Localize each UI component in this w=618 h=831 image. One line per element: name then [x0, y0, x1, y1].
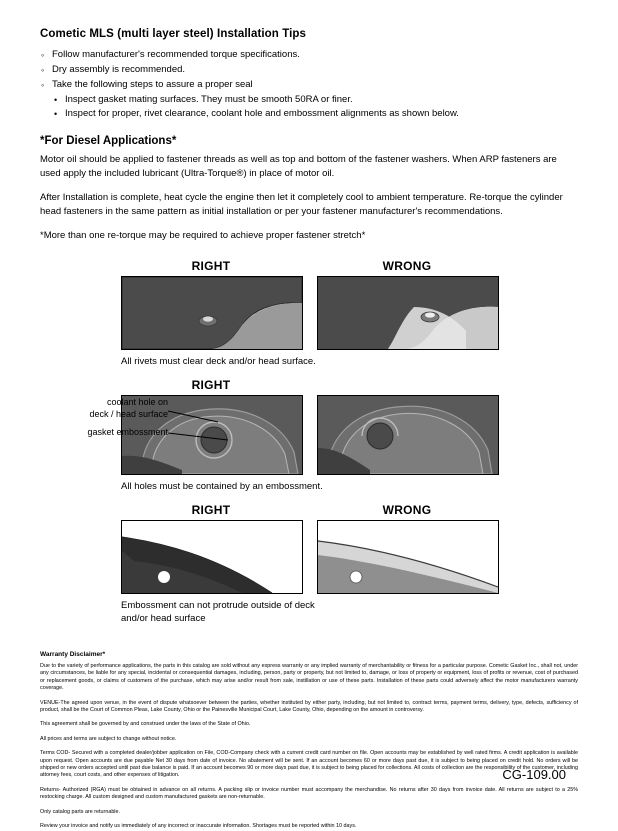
figure-image-protrusion-wrong	[317, 520, 499, 594]
warranty-paragraph: Returns- Authorized (RGA) must be obtained in advance on all returns. A packing slip or invoice number must accompany the merchandise. No returns after 30 days from invoice date. All returns are subject to a 25% restocking charge. All custom designed and custom manufactured gaskets are non-returnable.	[40, 786, 578, 801]
figure-group-protrusion	[40, 503, 578, 625]
figure-label-wrong	[317, 378, 497, 392]
warranty-paragraph: All prices and terms are subject to change without notice.	[40, 735, 177, 742]
figure-caption-wrap	[121, 355, 497, 368]
diesel-paragraph-2: After Installation is complete, heat cycle the engine then let it completely cool to ambient temperature. Re-torque the cylinder head fasteners in the same pattern as initial installation or per your fastener manufacturer's recommendations.	[40, 192, 563, 217]
figure-caption-rivets: All rivets must clear deck and/or head surface.	[121, 356, 316, 367]
warranty-paragraph: Terms COD- Secured with a completed dealer/jobber application on File, COD-Company check with a current credit card number on file. Open accounts may be established by well rated firms. A credit application is available upon request. Open accounts are due payable Net 30 days from date of invoice. No abatement will be sent. If an account becomes 60 or more days past due, it is subject to being placed on credit hold. No orders will be shipped or new orders accepted until past due balance is paid. If an account becomes 90 or more days past due, it is subject to being placed for collections. All costs of collection are the responsibility of the customer, including attorney fees, court costs, and other expenses of litigation.	[40, 750, 578, 779]
warranty-paragraph: Review your invoice and notify us immediately of any incorrect or inaccurate information. Shortages must be reported within 10 days.	[40, 823, 357, 830]
warranty-paragraph: Due to the variety of performance applications, the parts in this catalog are sold without any express warranty or any implied warranty of merchantability or fitness for a particular purpose. Cometic Gasket Inc., shall not, under any circumstances, be liable for any special, incidental or consequential damages, including, person, party or property, but not limited to, damage, or loss of property or equipment, loss of profits or revenue, cost of purchased or replacement goods, or claims of customers of the purchase, which may arise and/or result from sale, instillation or use of these parts. Installation of these parts could adversely affect the motor manufacturers warranty coverage.	[40, 663, 578, 692]
callout-coolant-hole-line2: deck / head surface	[89, 409, 168, 419]
list-item: • Inspect gasket mating surfaces. They must be smooth 50RA or finer.	[52, 93, 578, 107]
list-item: • Inspect for proper, rivet clearance, coolant hole and embossment alignments as shown below.	[52, 107, 578, 121]
list-item: ◦ Follow manufacturer's recommended torque specifications.	[40, 48, 578, 62]
figure-caption-protrusion-line2: and/or head surface	[121, 613, 206, 624]
figure-image-emboss-wrong	[317, 395, 499, 475]
warranty-paragraph: Only catalog parts are returnable.	[40, 808, 121, 815]
figure-caption-protrusion	[121, 599, 497, 625]
callout-coolant-hole-line1: coolant hole on	[106, 397, 168, 407]
page-title: Cometic MLS (multi layer steel) Installation Tips	[40, 28, 307, 40]
figure-label-wrong: WRONG	[382, 503, 432, 517]
figure-label-right: RIGHT	[191, 378, 231, 392]
figure-group-rivets	[40, 259, 578, 368]
figure-image-rivet-right	[121, 276, 303, 350]
figure-image-emboss-right	[121, 395, 303, 475]
figure-wrong-column	[317, 378, 497, 475]
figure-row	[40, 378, 578, 475]
figure-caption-embossment: All holes must be contained by an embossment.	[121, 481, 323, 492]
figure-caption-wrap	[121, 480, 497, 493]
figure-label-right: RIGHT	[191, 259, 231, 273]
diesel-paragraph-1: Motor oil should be applied to fastener threads as well as top and bottom of the fastener washers. When ARP fasteners are used apply the included lubricant (Ultra-Torque®) in place of motor oil.	[40, 154, 557, 179]
figure-label-right: RIGHT	[191, 503, 231, 517]
figure-right-column	[121, 378, 301, 475]
figure-row	[40, 259, 578, 350]
figure-wrong-column	[317, 503, 497, 594]
figure-caption-wrap	[121, 599, 497, 625]
figure-caption-protrusion-line1: Embossment can not protrude outside of deck	[121, 600, 315, 611]
warranty-paragraph: This agreement shall be governed by and construed under the laws of the State of Ohio.	[40, 721, 251, 728]
figure-right-column	[121, 503, 301, 594]
installation-sub-list	[52, 93, 578, 121]
list-item-label: Take the following steps to assure a proper seal	[52, 79, 253, 90]
list-item: ◦ Dry assembly is recommended.	[40, 63, 578, 77]
document-number: CG-109.00	[502, 767, 566, 782]
warranty-paragraph: VENUE-The agreed upon venue, in the event of dispute whatsoever between the parties, whether instituted by either party, including, but not limited to, contract terms, payment terms, delivery, type, defects, sufficiency of product, shall be the Court of Common Pleas, Lake County, Ohio or the Painesville Municipal Court, Lake County, Ohio, depending on the amount in controversy.	[40, 699, 578, 714]
list-item	[40, 78, 578, 121]
figure-label-wrong: WRONG	[382, 259, 432, 273]
figure-right-column	[121, 259, 301, 350]
figure-image-protrusion-right	[121, 520, 303, 594]
figure-group-embossment	[40, 378, 578, 493]
warranty-heading: Warranty Disclaimer*	[40, 651, 106, 658]
warranty-disclaimer-section	[40, 651, 578, 831]
figure-row	[40, 503, 578, 594]
diesel-paragraph-3: *More than one re-torque may be required to achieve proper fastener stretch*	[40, 230, 366, 241]
figure-image-rivet-wrong	[317, 276, 499, 350]
installation-tips-list	[40, 48, 578, 121]
figure-wrong-column	[317, 259, 497, 350]
callout-gasket-embossment: gasket embossment	[87, 427, 168, 437]
diesel-applications-heading: *For Diesel Applications*	[40, 135, 177, 147]
